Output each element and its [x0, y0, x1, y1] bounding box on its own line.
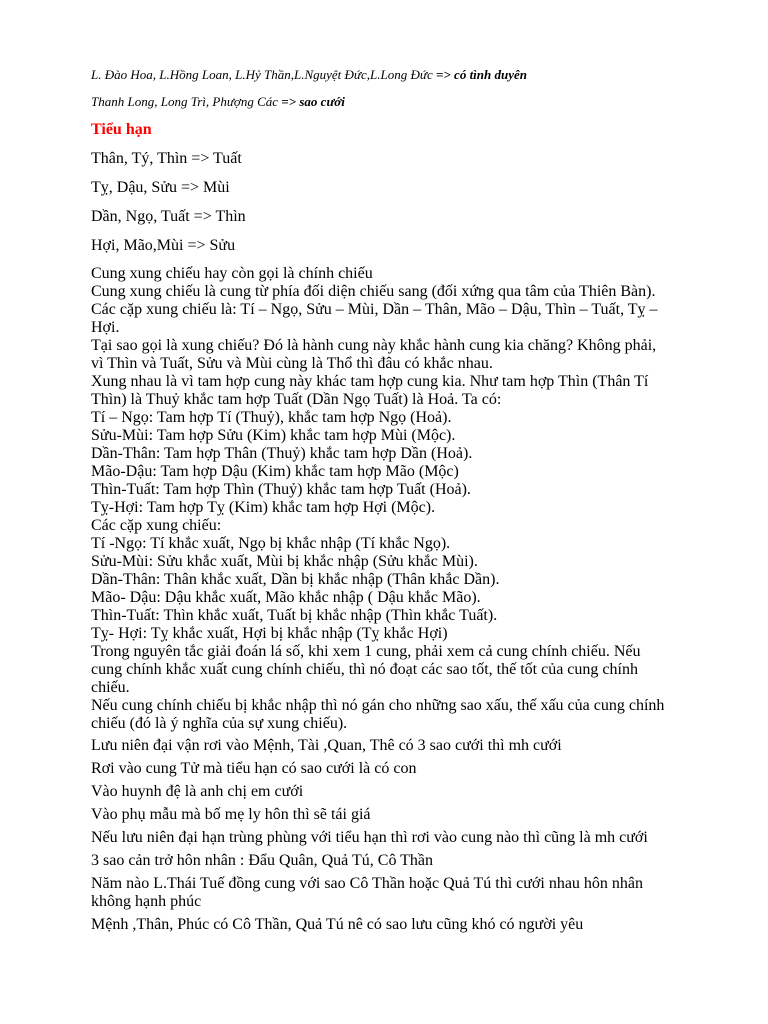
block-line: chiếu (đó là ý nghĩa của sự xung chiếu).	[91, 715, 348, 732]
block-line: Thìn-Tuất: Tam hợp Thìn (Thuỷ) khắc tam hợp Tuất (Hoả).	[91, 481, 471, 498]
paragraph-line: Nếu lưu niên đại hạn trùng phùng với tiểu hạn thì rơi vào cung nào thì cũng là mh cưới	[91, 829, 648, 846]
intro-line-emphasis: => có tình duyên	[435, 67, 528, 82]
intro-line-text: L. Đào Hoa, L.Hồng Loan, L.Hỷ Thần,L.Nguyệt Đức,L.Long Đức	[91, 67, 436, 82]
block-line: Tí – Ngọ: Tam hợp Tí (Thuỷ), khắc tam hợp Ngọ (Hoả).	[91, 409, 452, 426]
block-line: Hợi.	[91, 319, 120, 336]
paragraph-line: Vào huynh đệ là anh chị em cưới	[91, 783, 304, 800]
paragraph	[91, 806, 703, 824]
block-line: vì Thìn và Tuất, Sửu và Mùi cùng là Thổ thì đâu có khắc nhau.	[91, 355, 493, 372]
paragraph	[91, 852, 703, 870]
intro-line-sao-cuoi	[91, 93, 703, 111]
block-line: Tí -Ngọ: Tí khắc xuất, Ngọ bị khắc nhập (Tí khắc Ngọ).	[91, 535, 451, 552]
xung-chieu-block	[91, 265, 703, 733]
block-line: Mão- Dậu: Dậu khắc xuất, Mão khắc nhập ( Dậu khắc Mão).	[91, 589, 481, 606]
block-line: Thìn) là Thuỷ khắc tam hợp Tuất (Dần Ngọ Tuất) là Hoả. Ta có:	[91, 391, 502, 408]
paragraph-line: 3 sao cản trở hôn nhân : Đẩu Quân, Quả Tú, Cô Thần	[91, 852, 434, 869]
paragraph-line: Năm nào L.Thái Tuế đồng cung với sao Cô Thần hoặc Quả Tú thì cưới nhau hôn nhân	[91, 875, 644, 892]
rule-line: Hợi, Mão,Mùi => Sửu	[91, 237, 236, 254]
paragraph-line: Lưu niên đại vận rơi vào Mệnh, Tài ,Quan, Thê có 3 sao cưới thì mh cưới	[91, 737, 562, 754]
paragraph	[91, 875, 703, 911]
paragraph	[91, 829, 703, 847]
block-line: cung chính khắc xuất cung chính chiếu, thì nó đoạt các sao tốt, thế tốt của cung chính	[91, 661, 638, 678]
block-line: Cung xung chiếu là cung từ phía đối diện chiếu sang (đối xứng qua tâm của Thiên Bàn).	[91, 283, 656, 300]
block-line: Nếu cung chính chiếu bị khắc nhập thì nó gán cho những sao xấu, thế xấu của cung chính	[91, 697, 665, 714]
rule-line: Thân, Tý, Thìn => Tuất	[91, 150, 242, 167]
block-line: Dần-Thân: Tam hợp Thân (Thuỷ) khắc tam hợp Dần (Hoả).	[91, 445, 473, 462]
paragraph-line: không hạnh phúc	[91, 893, 202, 910]
rule-line: Dần, Ngọ, Tuất => Thìn	[91, 208, 246, 225]
block-line: Tỵ- Hợi: Tỵ khắc xuất, Hợi bị khắc nhập (Tỵ khắc Hợi)	[91, 625, 448, 642]
block-line: Cung xung chiếu hay còn gọi là chính chiếu	[91, 265, 373, 282]
document-page	[91, 66, 703, 939]
intro-line-emphasis: => sao cưới	[281, 94, 345, 109]
block-line: Các cặp xung chiếu là: Tí – Ngọ, Sửu – Mùi, Dần – Thân, Mão – Dậu, Thìn – Tuất, Tỵ –	[91, 301, 658, 318]
block-line: Sửu-Mùi: Sửu khắc xuất, Mùi bị khắc nhập (Sửu khắc Mùi).	[91, 553, 478, 570]
paragraph	[91, 737, 703, 755]
block-line: Xung nhau là vì tam hợp cung này khác tam hợp cung kia. Như tam hợp Thìn (Thân Tí	[91, 373, 649, 390]
block-line: chiếu.	[91, 679, 130, 696]
block-line: Dần-Thân: Thân khắc xuất, Dần bị khắc nhập (Thân khắc Dần).	[91, 571, 500, 588]
block-line: Sửu-Mùi: Tam hợp Sửu (Kim) khắc tam hợp Mùi (Mộc).	[91, 427, 456, 444]
block-line: Tỵ-Hợi: Tam hợp Tỵ (Kim) khắc tam hợp Hợi (Mộc).	[91, 499, 436, 516]
paragraph	[91, 760, 703, 778]
intro-line-tinh-duyen	[91, 66, 703, 84]
paragraph	[91, 783, 703, 801]
block-line: Trong nguyên tắc giải đoán lá số, khi xem 1 cung, phải xem cả cung chính chiếu. Nếu	[91, 643, 641, 660]
block-line: Các cặp xung chiếu:	[91, 517, 222, 534]
block-line: Thìn-Tuất: Thìn khắc xuất, Tuất bị khắc nhập (Thìn khắc Tuất).	[91, 607, 498, 624]
block-line: Mão-Dậu: Tam hợp Dậu (Kim) khắc tam hợp Mão (Mộc)	[91, 463, 459, 480]
intro-line-text: Thanh Long, Long Trì, Phượng Các	[91, 94, 282, 109]
block-line: Tại sao gọi là xung chiếu? Đó là hành cung này khắc hành cung kia chăng? Không phải,	[91, 337, 657, 354]
rule-line: Tỵ, Dậu, Sửu => Mùi	[91, 179, 230, 196]
paragraph-line: Vào phụ mẫu mà bố mẹ ly hôn thì sẽ tái giá	[91, 806, 371, 823]
paragraph-line: Rơi vào cung Tử mà tiểu hạn có sao cưới là có con	[91, 760, 417, 777]
section-heading: Tiểu hạn	[91, 121, 152, 138]
paragraph-line: Mệnh ,Thân, Phúc có Cô Thần, Quả Tú nê có sao lưu cũng khó có người yêu	[91, 916, 584, 933]
paragraph	[91, 916, 703, 934]
